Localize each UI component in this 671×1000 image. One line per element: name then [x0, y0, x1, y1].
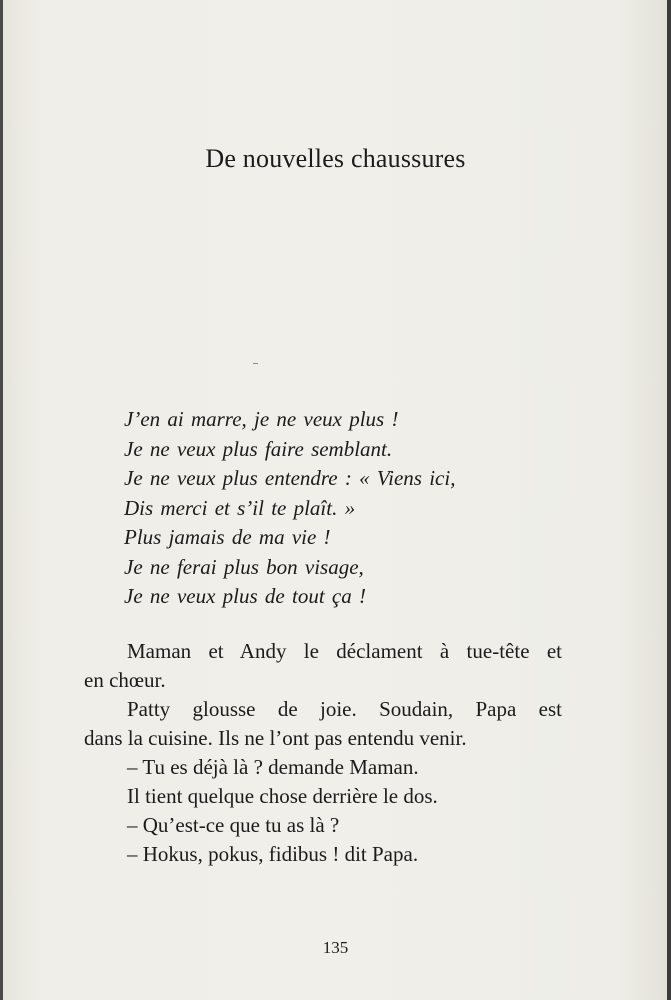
paragraph-line: en chœur. — [84, 668, 166, 692]
dialogue-line: – Qu’est-ce que tu as là ? — [127, 813, 340, 837]
page-number: 135 — [322, 938, 349, 957]
poem-line: Plus jamais de ma vie ! — [124, 525, 331, 549]
chapter-title: De nouvelles chaussures — [205, 144, 466, 173]
poem-line: Je ne veux plus entendre : « Viens ici, — [124, 466, 456, 490]
poem-line: Je ne veux plus faire semblant. — [124, 436, 393, 461]
paragraph-line: Patty glousse de joie. Soudain, Papa est — [127, 697, 562, 721]
print-speck — [253, 363, 258, 364]
paragraph-line: Il tient quelque chose derrière le dos. — [127, 784, 438, 808]
poem-stanza — [124, 405, 554, 612]
poem-line: Dis merci et s’il te plaît. » — [124, 495, 356, 520]
paragraph-line: Maman et Andy le déclament à tue-tête et — [127, 639, 562, 663]
poem-line: Je ne veux plus de tout ça ! — [124, 584, 366, 608]
dialogue-line: – Tu es déjà là ? demande Maman. — [127, 755, 419, 779]
paragraph-line: dans la cuisine. Ils ne l’ont pas entendu venir. — [84, 726, 467, 750]
dialogue-line: – Hokus, pokus, fidibus ! dit Papa. — [127, 842, 419, 866]
prose-body — [84, 637, 562, 869]
poem-line: Je ne ferai plus bon visage, — [124, 554, 364, 579]
poem-line: J’en ai marre, je ne veux plus ! — [124, 407, 399, 431]
